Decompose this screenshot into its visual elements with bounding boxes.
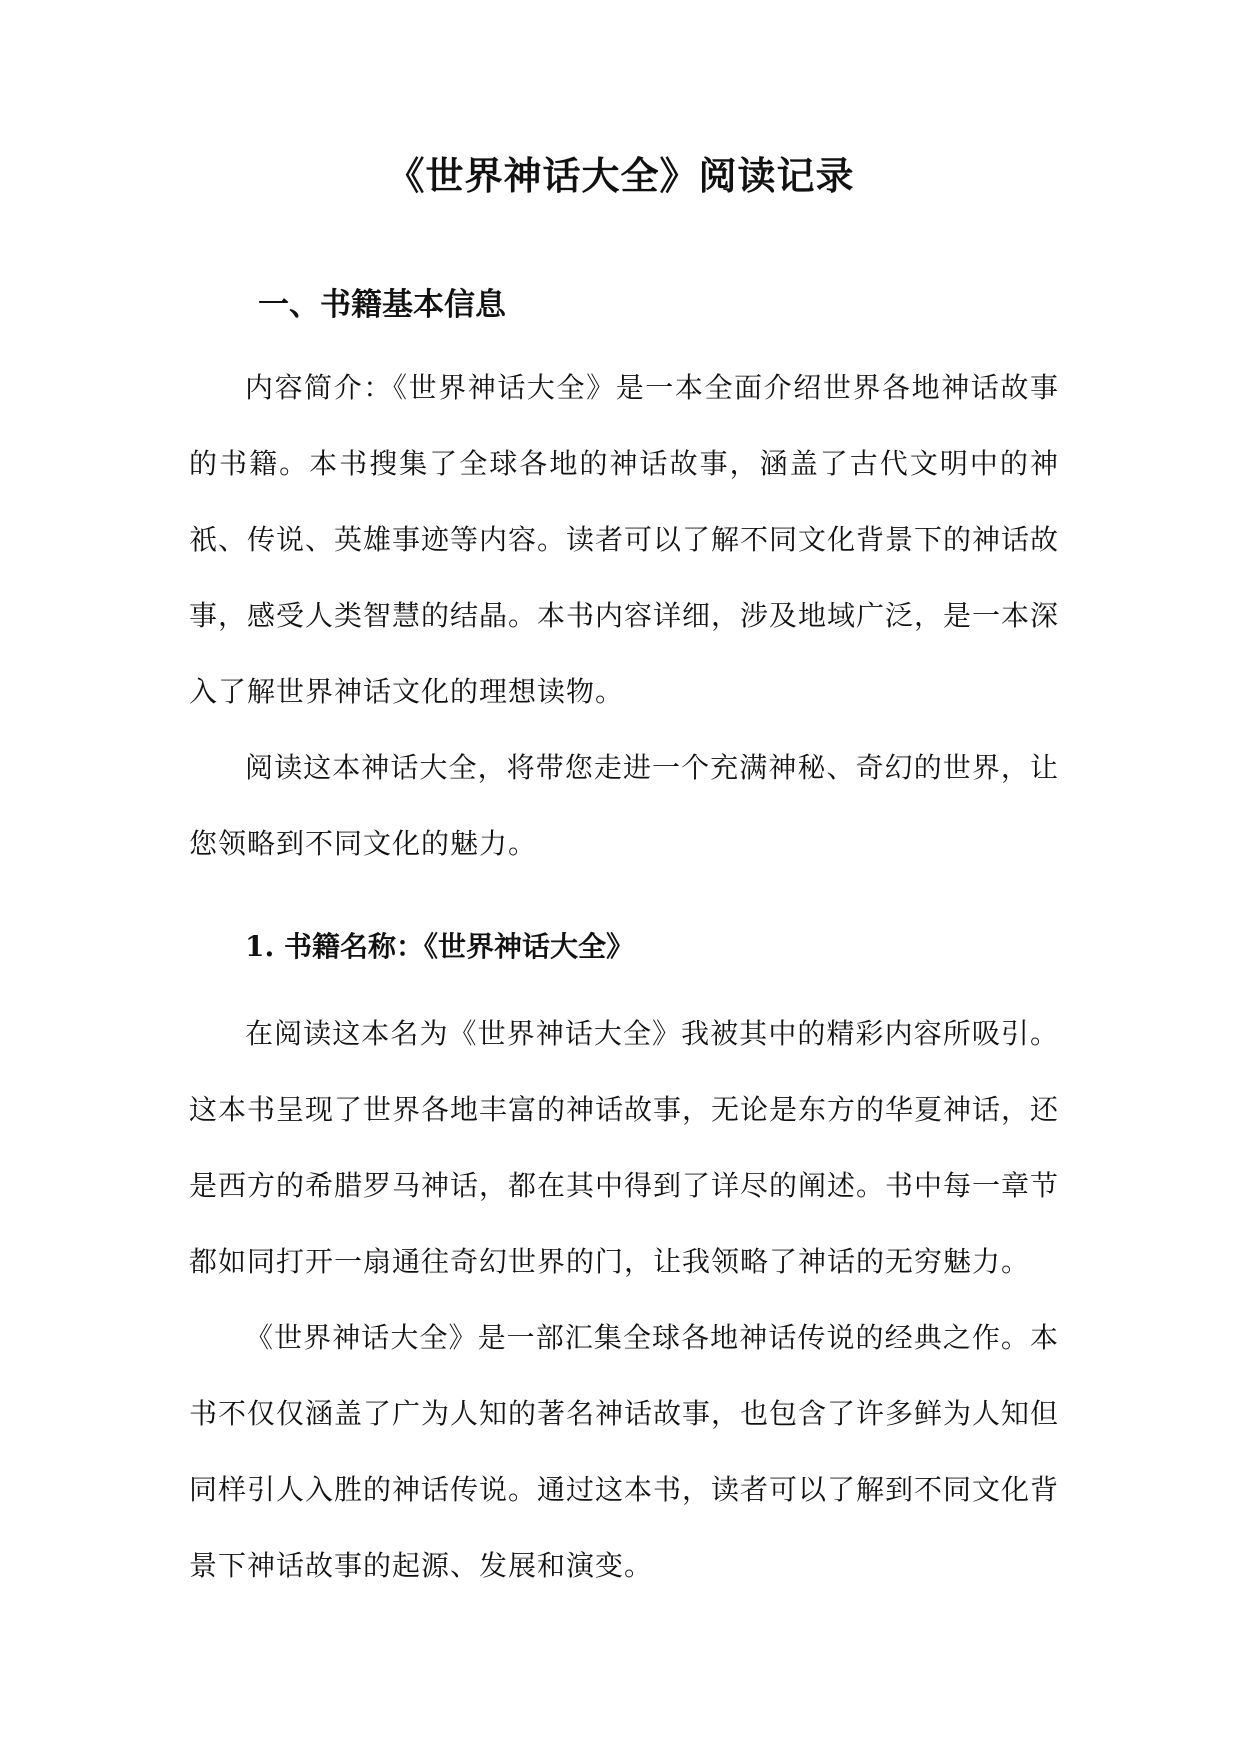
page-title: 《世界神话大全》阅读记录 (386, 153, 855, 198)
paragraph-content-summary: 内容简介：《世界神话大全》是一本全面介绍世界各地神话故事的书籍。本书搜集了全球各地的神话故事，涵盖了古代文明中的神祇、传说、英雄事迹等内容。读者可以了解不同文化背景下的神话故事，感受人类智慧的结晶。本书内容详细，涉及地域广泛，是一本深入了解世界神话文化的理想读物。 (189, 371, 1060, 708)
paragraph-book-overview: 《世界神话大全》是一部汇集全球各地神话传说的经典之作。本书不仅仅涵盖了广为人知的著名神话故事，也包含了许多鲜为人知但同样引人入胜的神话传说。通过这本书，读者可以了解到不同文化背景下神话故事的起源、发展和演变。 (189, 1321, 1060, 1582)
paragraph-reading-impression: 在阅读这本名为《世界神话大全》我被其中的精彩内容所吸引。这本书呈现了世界各地丰富的神话故事，无论是东方的华夏神话，还是西方的希腊罗马神话，都在其中得到了详尽的阐述。书中每一章节都如同打开一扇通往奇幻世界的门，让我领略了神话的无穷魅力。 (189, 1017, 1060, 1278)
section-heading-basic-info: 一、书籍基本信息 (258, 287, 506, 323)
paragraph-reading-invitation: 阅读这本神话大全，将带您走进一个充满神秘、奇幻的世界，让您领略到不同文化的魅力。 (189, 751, 1059, 860)
subheading-book-name: 1. 书籍名称：《世界神话大全》 (245, 930, 634, 963)
